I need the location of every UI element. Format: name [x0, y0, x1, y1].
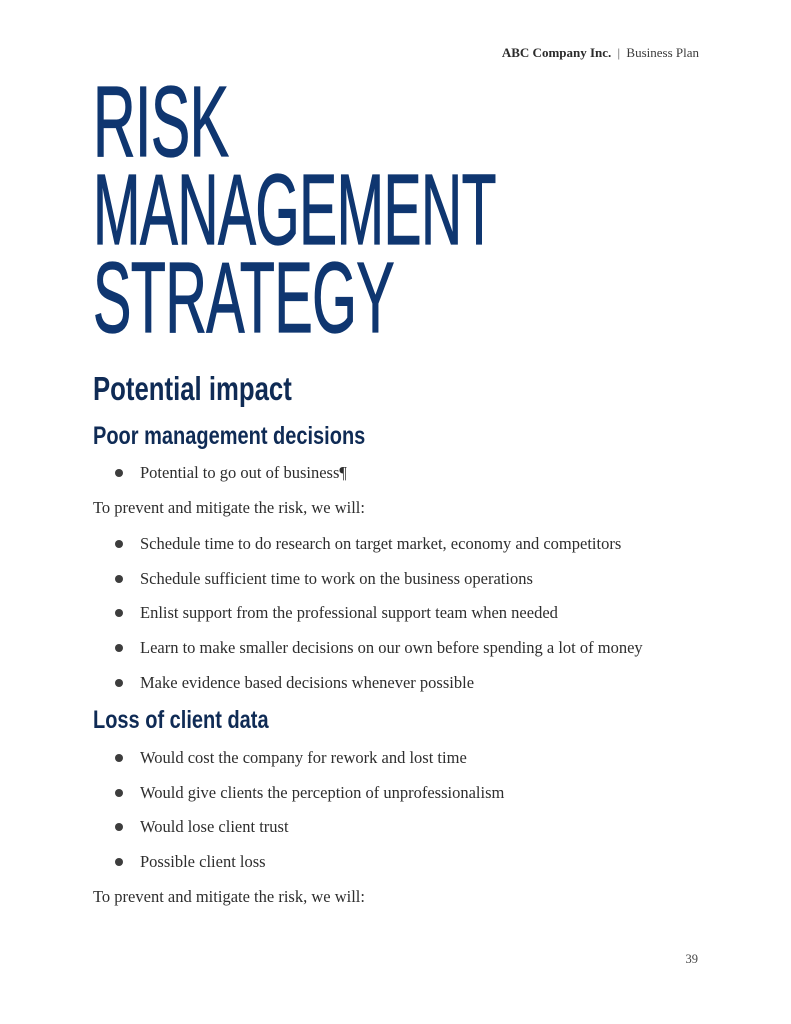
list-item-text: Potential to go out of business¶	[140, 463, 347, 482]
subsection-heading-poor-management: Poor management decisions	[93, 422, 366, 450]
subsection-heading-loss-of-client-data: Loss of client data	[93, 706, 269, 734]
page-number: 39	[685, 952, 698, 966]
list-item	[115, 673, 474, 693]
list-item-text: Enlist support from the professional support team when needed	[140, 603, 558, 622]
list-item-text: Make evidence based decisions whenever possible	[140, 673, 475, 692]
list-item	[115, 817, 289, 837]
bullet-icon	[115, 679, 123, 687]
title-line-3: STRATEGY	[93, 242, 395, 354]
list-item-text: Schedule time to do research on target market, economy and competitors	[140, 534, 622, 553]
list-item-text: Would lose client trust	[140, 817, 289, 836]
header-company-name: ABC Company Inc.	[501, 45, 612, 60]
title-line-2: MANAGEMENT	[93, 154, 496, 266]
list-item-text: Schedule sufficient time to work on the business operations	[140, 569, 533, 588]
list-item-text: Learn to make smaller decisions on our own before spending a lot of money	[140, 638, 643, 657]
bullet-icon	[115, 469, 123, 477]
list-item	[115, 783, 504, 803]
list-item	[115, 852, 266, 872]
header-document-name: Business Plan	[626, 45, 699, 60]
bullet-icon	[115, 789, 123, 797]
header-separator: |	[617, 45, 621, 60]
page-title	[93, 66, 791, 354]
bullet-icon	[115, 609, 123, 617]
list-item	[115, 569, 533, 589]
bullet-icon	[115, 823, 123, 831]
running-header	[502, 45, 699, 61]
list-item-text: Possible client loss	[140, 852, 266, 871]
list-item	[115, 748, 467, 768]
bullet-icon	[115, 644, 123, 652]
list-item	[115, 638, 643, 658]
list-item	[115, 463, 347, 483]
bullet-icon	[115, 540, 123, 548]
list-item	[115, 534, 621, 554]
title-line-1: RISK	[93, 66, 229, 178]
bullet-icon	[115, 858, 123, 866]
list-item	[115, 603, 558, 623]
section-heading-potential-impact: Potential impact	[93, 370, 292, 407]
bullet-icon	[115, 575, 123, 583]
bullet-icon	[115, 754, 123, 762]
list-item-text: Would give clients the perception of unprofessionalism	[140, 783, 505, 802]
list-item-text: Would cost the company for rework and lost time	[140, 748, 467, 767]
mitigation-intro: To prevent and mitigate the risk, we will:	[93, 887, 365, 906]
mitigation-intro: To prevent and mitigate the risk, we will:	[93, 498, 365, 517]
